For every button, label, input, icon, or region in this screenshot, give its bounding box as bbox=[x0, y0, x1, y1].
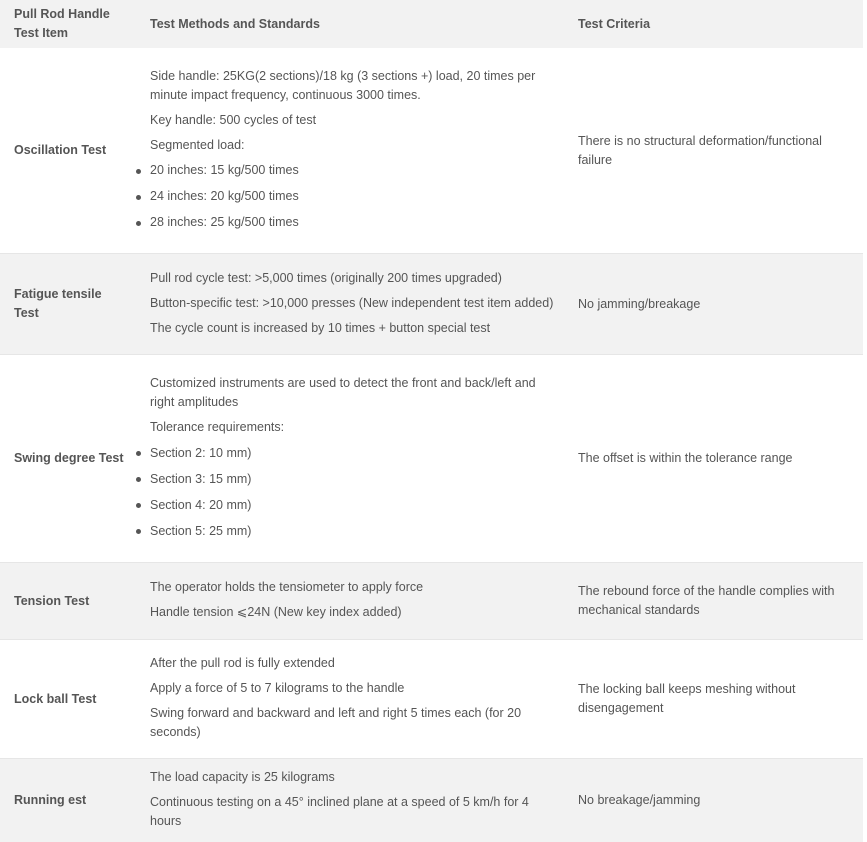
table-row bbox=[0, 254, 863, 355]
method-line: Segmented load: bbox=[150, 133, 556, 158]
row-test-methods bbox=[136, 48, 564, 254]
table-row bbox=[0, 640, 863, 759]
method-line: Customized instruments are used to detect the front and back/left and right amplitudes bbox=[150, 371, 556, 415]
row-test-methods bbox=[136, 759, 564, 842]
table-header-row bbox=[0, 0, 863, 48]
row-test-criteria: No breakage/jamming bbox=[564, 759, 863, 842]
row-test-item: Oscillation Test bbox=[0, 48, 136, 254]
method-line: Handle tension ⩽24N (New key index added) bbox=[150, 600, 556, 625]
row-test-criteria: No jamming/breakage bbox=[564, 254, 863, 355]
row-test-item: Lock ball Test bbox=[0, 640, 136, 759]
method-line: Button-specific test: >10,000 presses (New independent test item added) bbox=[150, 291, 556, 316]
row-test-item: Running est bbox=[0, 759, 136, 842]
row-test-criteria: The offset is within the tolerance range bbox=[564, 355, 863, 563]
method-line: The cycle count is increased by 10 times + button special test bbox=[150, 316, 556, 341]
row-test-item: Tension Test bbox=[0, 563, 136, 640]
method-bullet: 20 inches: 15 kg/500 times bbox=[150, 158, 556, 184]
row-test-item: Swing degree Test bbox=[0, 355, 136, 563]
table-row bbox=[0, 48, 863, 254]
method-bullet: Section 5: 25 mm) bbox=[150, 518, 556, 544]
method-bullet: Section 4: 20 mm) bbox=[150, 492, 556, 518]
table-row bbox=[0, 563, 863, 640]
method-line: Apply a force of 5 to 7 kilograms to the handle bbox=[150, 676, 556, 701]
row-test-methods bbox=[136, 355, 564, 563]
method-line: Pull rod cycle test: >5,000 times (originally 200 times upgraded) bbox=[150, 266, 556, 291]
method-bullet: 24 inches: 20 kg/500 times bbox=[150, 184, 556, 210]
row-test-item: Fatigue tensile Test bbox=[0, 254, 136, 355]
method-bullet: Section 3: 15 mm) bbox=[150, 466, 556, 492]
header-test-item: Pull Rod Handle Test Item bbox=[0, 0, 136, 48]
method-line: Continuous testing on a 45° inclined plane at a speed of 5 km/h for 4 hours bbox=[150, 790, 556, 834]
method-bullet: 28 inches: 25 kg/500 times bbox=[150, 210, 556, 236]
method-line: Swing forward and backward and left and right 5 times each (for 20 seconds) bbox=[150, 701, 556, 745]
method-line: Side handle: 25KG(2 sections)/18 kg (3 sections +) load, 20 times per minute impact frequency, continuous 3000 times. bbox=[150, 64, 556, 108]
method-bullet: Section 2: 10 mm) bbox=[150, 440, 556, 466]
method-line: After the pull rod is fully extended bbox=[150, 651, 556, 676]
row-test-criteria: The rebound force of the handle complies with mechanical standards bbox=[564, 563, 863, 640]
method-line: Tolerance requirements: bbox=[150, 415, 556, 440]
row-test-methods bbox=[136, 640, 564, 759]
method-line: The load capacity is 25 kilograms bbox=[150, 765, 556, 790]
row-test-criteria: There is no structural deformation/functional failure bbox=[564, 48, 863, 254]
row-test-methods bbox=[136, 254, 564, 355]
table-row bbox=[0, 355, 863, 563]
row-test-criteria: The locking ball keeps meshing without disengagement bbox=[564, 640, 863, 759]
header-test-criteria: Test Criteria bbox=[564, 0, 863, 48]
row-test-methods bbox=[136, 563, 564, 640]
header-test-methods: Test Methods and Standards bbox=[136, 0, 564, 48]
method-line: The operator holds the tensiometer to apply force bbox=[150, 575, 556, 600]
method-line: Key handle: 500 cycles of test bbox=[150, 108, 556, 133]
table-row bbox=[0, 759, 863, 842]
